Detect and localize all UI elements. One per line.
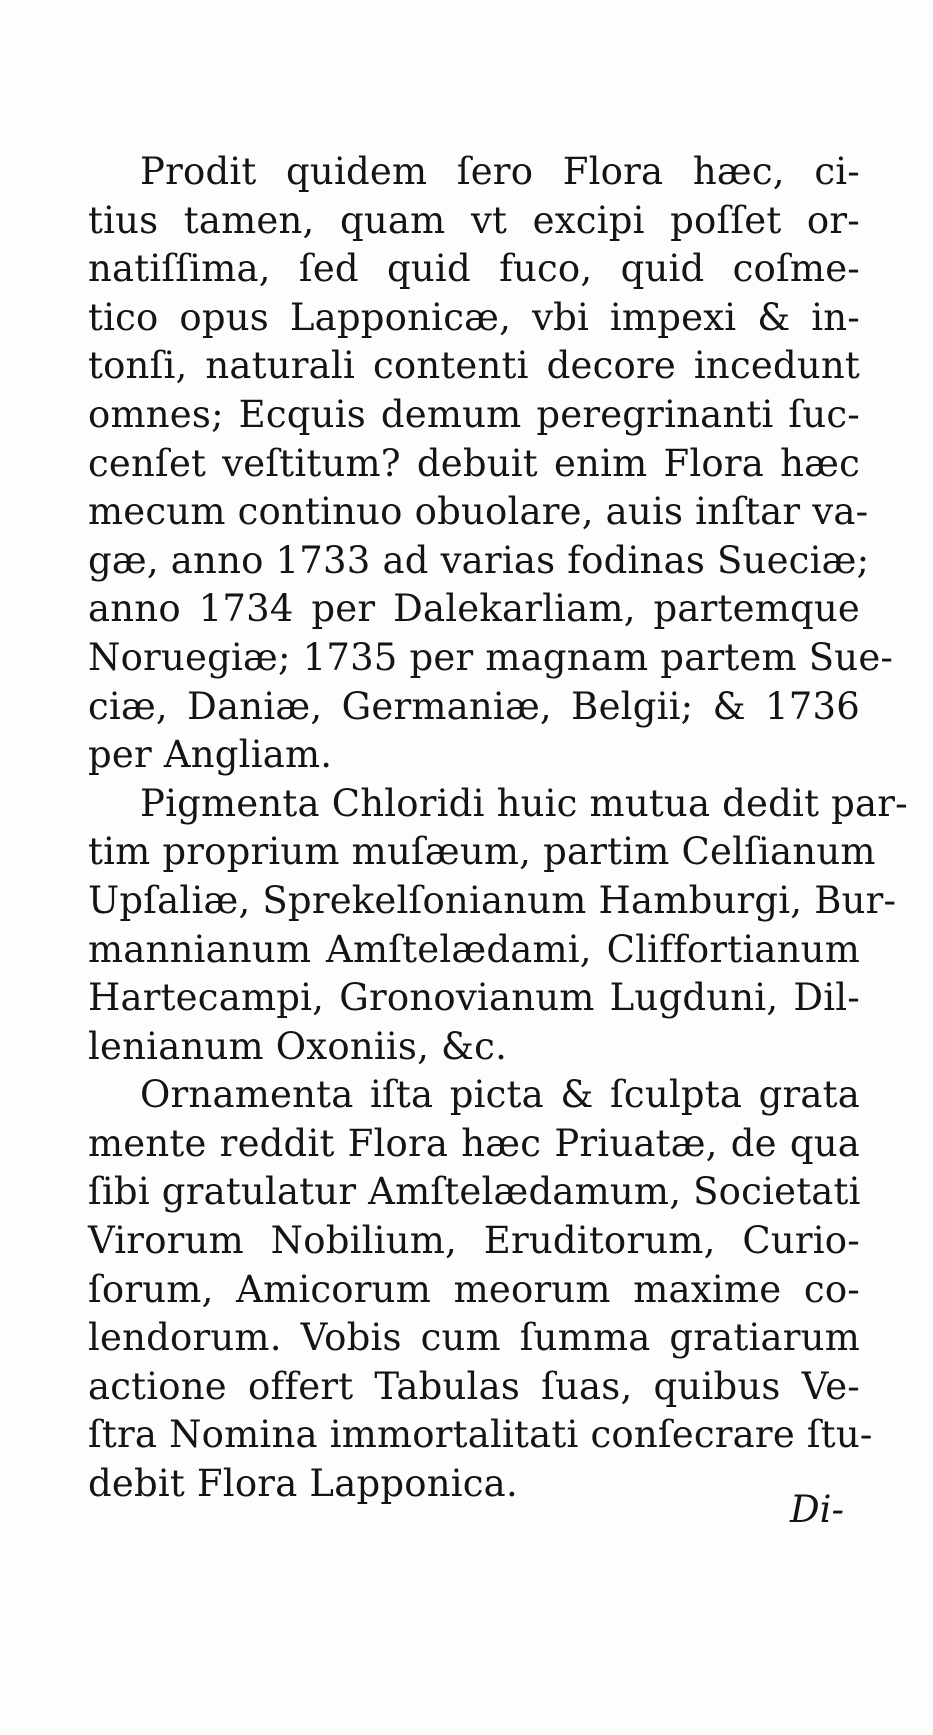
text-line: per Angliam. <box>88 733 333 777</box>
text-line: tim proprium muſæum, partim Celſianum <box>88 830 876 874</box>
paragraph-3 <box>88 1071 873 1508</box>
text-line: debit Flora Lapponica. <box>88 1462 518 1506</box>
paragraph-1 <box>88 148 894 780</box>
text-line: ſtra Nomina immortalitati conſecrare ſtu- <box>88 1413 873 1457</box>
text-line: ſibi gratulatur Amſtelædamum, Societati <box>88 1170 861 1214</box>
text-line: tonſi, naturali contenti decore incedunt <box>88 344 860 388</box>
paragraph-2 <box>88 780 908 1072</box>
body-text <box>88 148 908 1509</box>
text-line: ſorum, Amicorum meorum maxime co- <box>88 1267 860 1311</box>
text-line: anno 1734 per Dalekarliam, partemque <box>88 587 860 631</box>
text-line: Prodit quidem ſero Flora hæc, ci- <box>140 150 860 193</box>
text-line: tico opus Lapponicæ, vbi impexi & in- <box>88 295 860 339</box>
text-line: Ornamenta iſta picta & ſculpta grata <box>140 1073 860 1117</box>
text-line: Hartecampi, Gronovianum Lugduni, Dil- <box>88 976 860 1020</box>
text-line: mecum continuo obuolare, auis inſtar va- <box>88 490 869 534</box>
text-line: lenianum Oxoniis, &c. <box>88 1024 508 1068</box>
text-line: mente reddit Flora hæc Priuatæ, de qua <box>88 1121 860 1165</box>
text-line: ciæ, Daniæ, Germaniæ, Belgii; & 1736 <box>88 684 860 728</box>
catchword: Di- <box>790 1488 845 1531</box>
text-line: mannianum Amſtelædami, Cliffortianum <box>88 927 860 971</box>
text-line: Pigmenta Chloridi huic mutua dedit par- <box>140 781 908 825</box>
text-line: gæ, anno 1733 ad varias fodinas Sueciæ; <box>88 538 870 582</box>
text-line: cenſet veſtitum? debuit enim Flora hæc <box>88 441 860 485</box>
text-line: Virorum Nobilium, Eruditorum, Curio- <box>88 1219 860 1263</box>
text-line: lendorum. Vobis cum ſumma gratiarum <box>88 1316 860 1360</box>
text-line: natiſſima, ſed quid fuco, quid coſme- <box>88 247 860 291</box>
text-line: actione offert Tabulas ſuas, quibus Ve- <box>88 1364 860 1408</box>
text-line: Upſaliæ, Sprekelſonianum Hamburgi, Bur- <box>88 878 897 922</box>
text-line: tius tamen, quam vt excipi poſſet or- <box>88 198 860 242</box>
text-line: omnes; Ecquis demum peregrinanti ſuc- <box>88 392 860 436</box>
text-line: Noruegiæ; 1735 per magnam partem Sue- <box>88 635 894 679</box>
